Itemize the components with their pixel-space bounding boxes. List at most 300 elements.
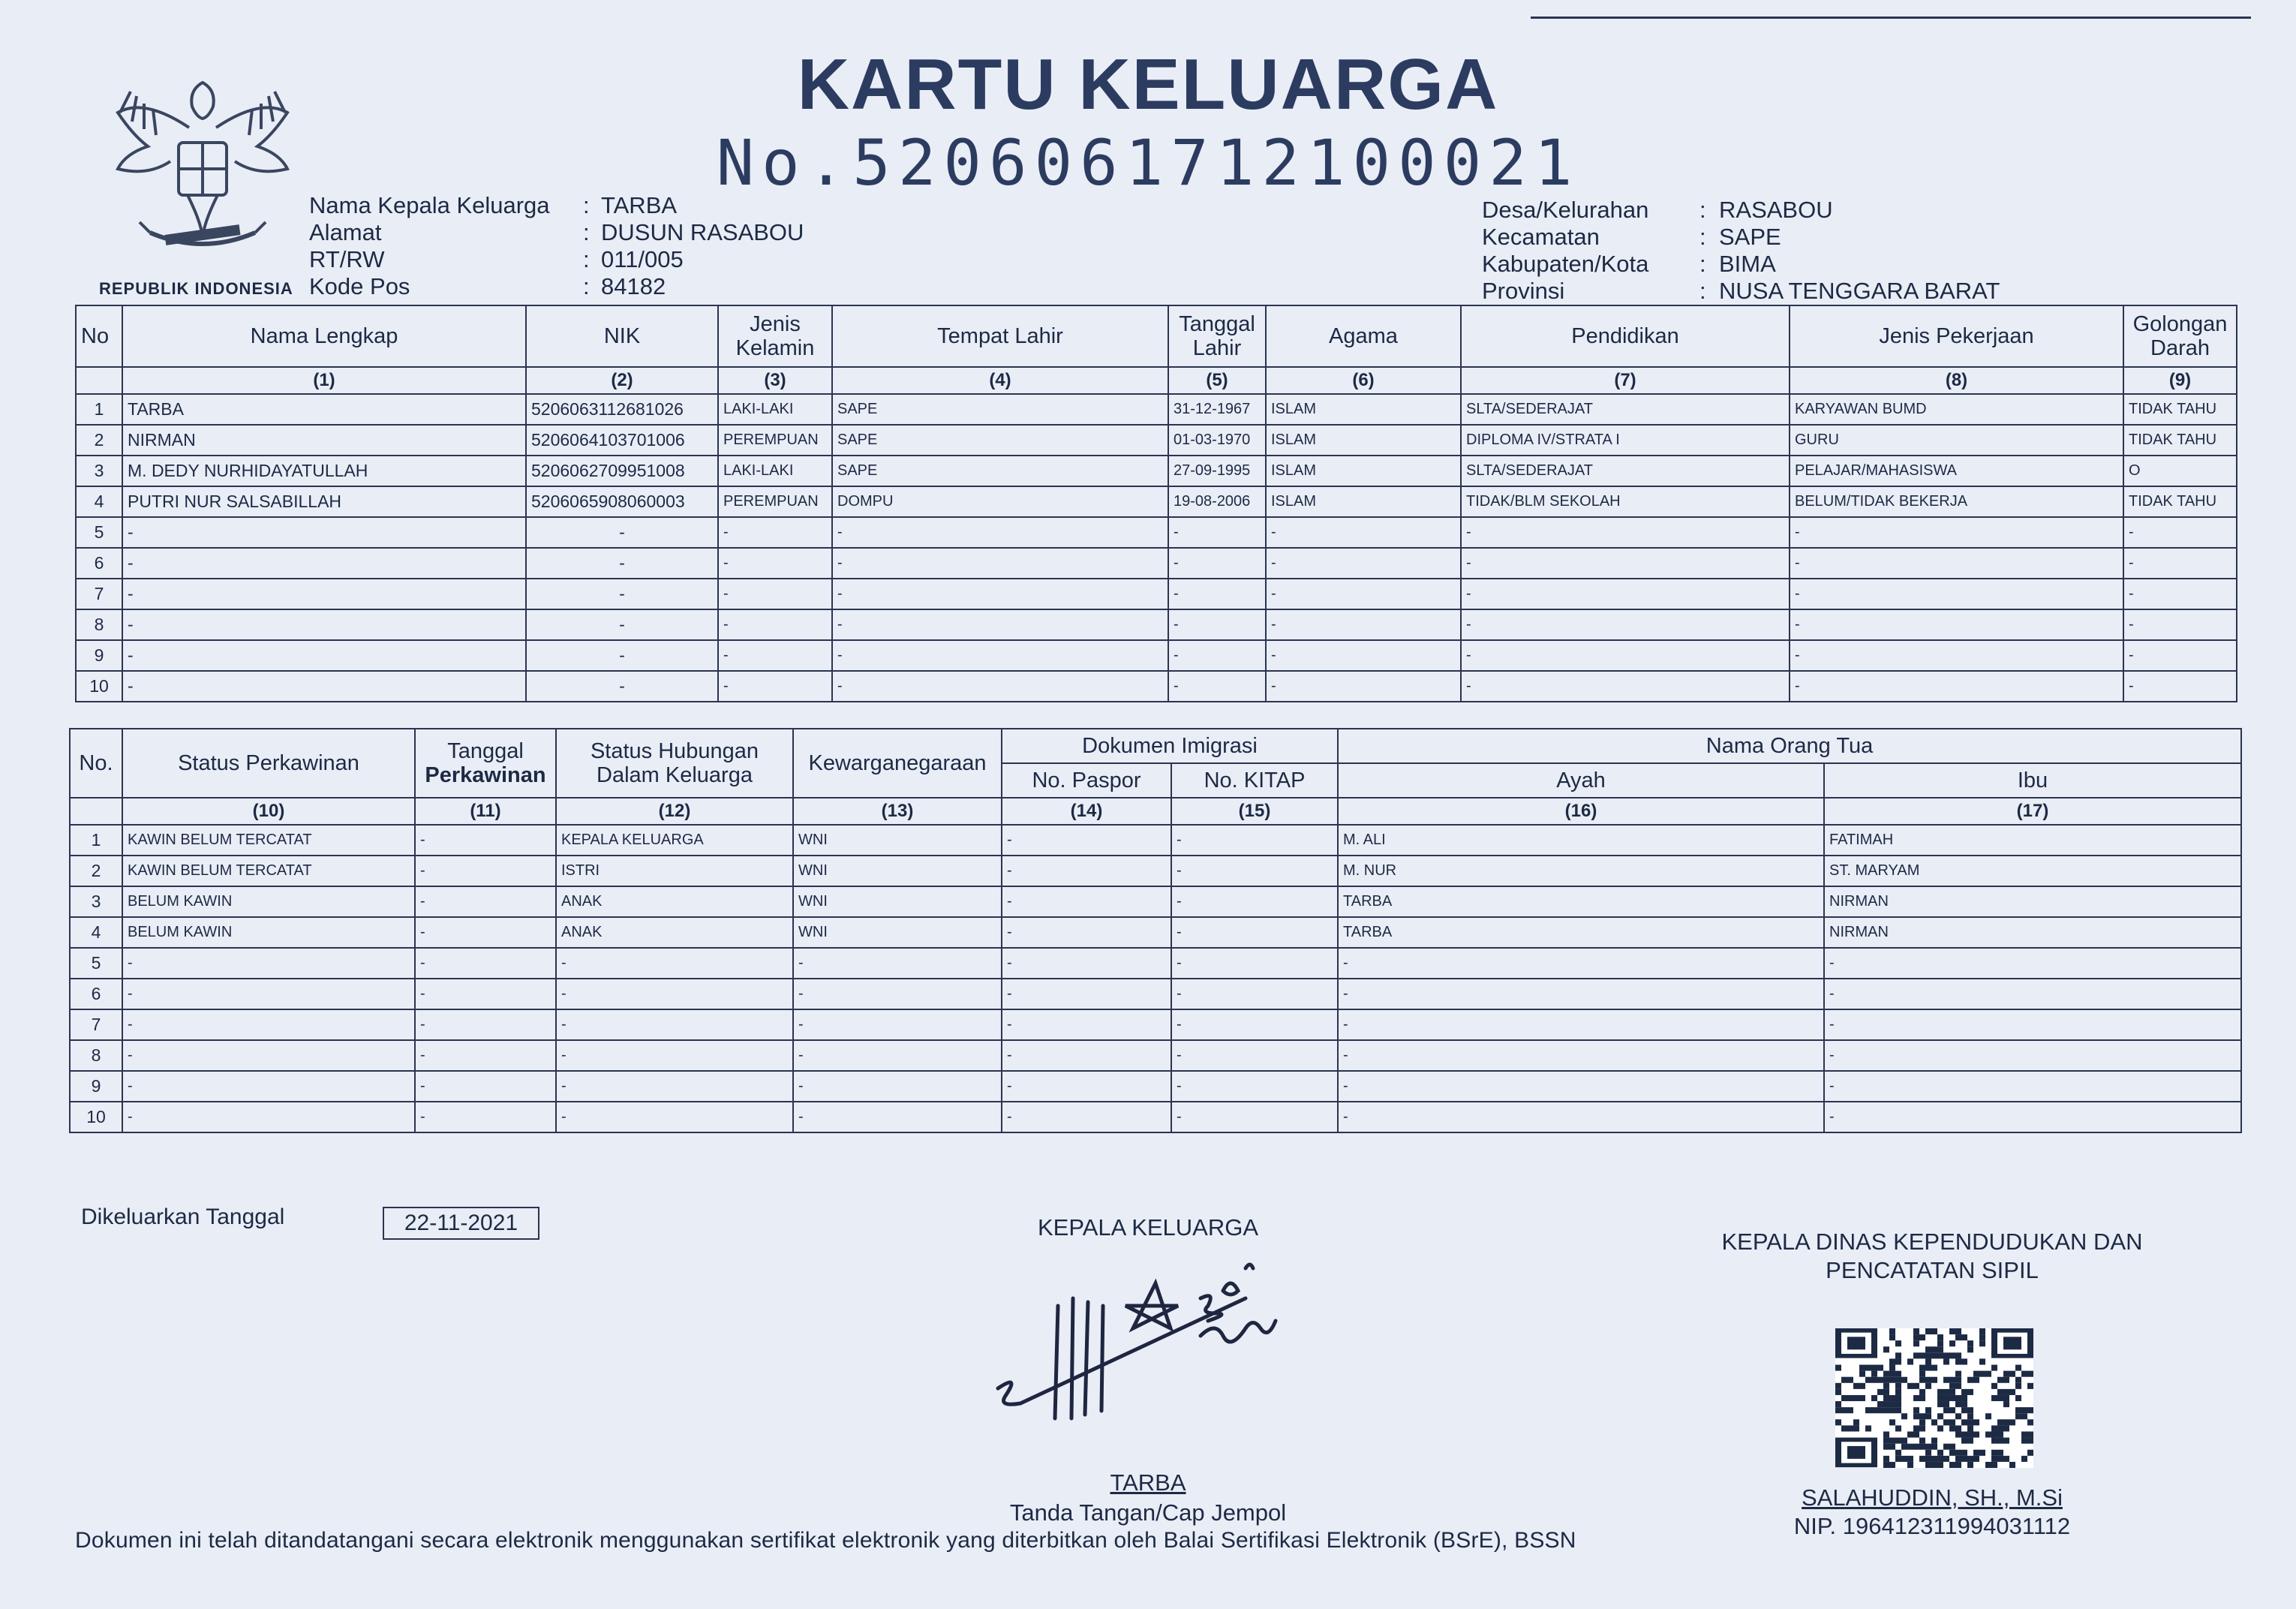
table-cell: - bbox=[122, 1102, 415, 1132]
table1-col-number: (8) bbox=[1790, 367, 2123, 394]
table-cell: 8 bbox=[70, 1040, 122, 1071]
issued-date-value: 22-11-2021 bbox=[383, 1207, 539, 1240]
table-row bbox=[76, 486, 2237, 517]
table-cell: - bbox=[1002, 1009, 1171, 1040]
info-separator: : bbox=[583, 219, 590, 245]
signature-icon bbox=[983, 1246, 1313, 1441]
table-cell: - bbox=[793, 1040, 1002, 1071]
table1-header: Nama Lengkap bbox=[122, 305, 526, 367]
table-cell: - bbox=[2123, 640, 2237, 671]
table-cell: - bbox=[1338, 979, 1824, 1009]
table1-col-number: (1) bbox=[122, 367, 526, 394]
table-cell: - bbox=[1790, 517, 2123, 548]
document-title: KARTU KELUARGA bbox=[797, 44, 1499, 125]
table-row bbox=[70, 979, 2241, 1009]
family-info-left bbox=[309, 192, 804, 300]
info-label: Nama Kepala Keluarga bbox=[309, 192, 550, 218]
table-cell: - bbox=[122, 671, 526, 702]
table-cell: - bbox=[556, 1102, 793, 1132]
table-cell: - bbox=[1338, 1071, 1824, 1102]
col-tanggal-perkawinan: Tanggal Perkawinan bbox=[415, 729, 556, 798]
table-cell: - bbox=[793, 1071, 1002, 1102]
table-cell: - bbox=[526, 579, 718, 609]
table-row bbox=[70, 856, 2241, 886]
info-label: Desa/Kelurahan bbox=[1482, 197, 1649, 223]
table-cell: - bbox=[122, 1009, 415, 1040]
table-cell: PEREMPUAN bbox=[718, 486, 832, 517]
table-cell: WNI bbox=[793, 825, 1002, 856]
table-cell: - bbox=[1171, 1071, 1338, 1102]
table-cell: - bbox=[1002, 825, 1171, 856]
country-label: REPUBLIK INDONESIA bbox=[99, 279, 293, 298]
table-cell: M. DEDY NURHIDAYATULLAH bbox=[122, 456, 526, 486]
table-cell: - bbox=[1002, 948, 1171, 979]
info-label: RT/RW bbox=[309, 246, 385, 272]
table1-header: Agama bbox=[1266, 305, 1461, 367]
table-cell: - bbox=[1461, 671, 1790, 702]
table-cell: 2 bbox=[70, 856, 122, 886]
table-cell: TARBA bbox=[122, 394, 526, 425]
table-cell: O bbox=[2123, 456, 2237, 486]
table-cell: - bbox=[122, 609, 526, 640]
table-cell: KARYAWAN BUMD bbox=[1790, 394, 2123, 425]
table-cell: - bbox=[1266, 640, 1461, 671]
table-cell: - bbox=[1171, 917, 1338, 948]
info-row bbox=[309, 246, 804, 273]
table-cell: - bbox=[122, 948, 415, 979]
table-row bbox=[76, 671, 2237, 702]
info-separator: : bbox=[1699, 197, 1706, 223]
table1-col-number: (4) bbox=[832, 367, 1168, 394]
table-cell: - bbox=[1266, 671, 1461, 702]
col-status-hubungan: Status Hubungan Dalam Keluarga bbox=[556, 729, 793, 798]
family-info-right bbox=[1482, 197, 2000, 305]
table-cell: DIPLOMA IV/STRATA I bbox=[1461, 425, 1790, 456]
col-ibu: Ibu bbox=[1824, 763, 2241, 798]
table-cell: ISLAM bbox=[1266, 486, 1461, 517]
info-value: NUSA TENGGARA BARAT bbox=[1719, 278, 2000, 304]
table-cell: - bbox=[526, 609, 718, 640]
table-cell: 19-08-2006 bbox=[1168, 486, 1266, 517]
table2-col-number: (16) bbox=[1338, 798, 1824, 825]
table-cell: - bbox=[122, 548, 526, 579]
table-cell: ANAK bbox=[556, 917, 793, 948]
table-cell: 6 bbox=[70, 979, 122, 1009]
table-cell: - bbox=[415, 1040, 556, 1071]
table-cell: - bbox=[832, 517, 1168, 548]
table2-col-number: (15) bbox=[1171, 798, 1338, 825]
table-cell: - bbox=[1002, 979, 1171, 1009]
info-row bbox=[1482, 197, 2000, 224]
table-cell: - bbox=[1338, 948, 1824, 979]
info-value: 011/005 bbox=[601, 246, 684, 272]
table-cell: - bbox=[556, 1009, 793, 1040]
table-cell: - bbox=[793, 1102, 1002, 1132]
table-cell: - bbox=[415, 1071, 556, 1102]
table-cell: - bbox=[718, 671, 832, 702]
col-no: No. bbox=[70, 729, 122, 798]
table-cell: TARBA bbox=[1338, 886, 1824, 917]
table-cell: ANAK bbox=[556, 886, 793, 917]
table-cell: M. ALI bbox=[1338, 825, 1824, 856]
table-cell: - bbox=[1790, 640, 2123, 671]
table-cell: TARBA bbox=[1338, 917, 1824, 948]
table-cell: - bbox=[122, 579, 526, 609]
table-cell: M. NUR bbox=[1338, 856, 1824, 886]
table-cell: - bbox=[793, 979, 1002, 1009]
table-cell: LAKI-LAKI bbox=[718, 456, 832, 486]
table-cell: 27-09-1995 bbox=[1168, 456, 1266, 486]
table1-header: Tanggal Lahir bbox=[1168, 305, 1266, 367]
info-row bbox=[1482, 251, 2000, 278]
info-value: DUSUN RASABOU bbox=[601, 219, 804, 245]
table-cell: - bbox=[122, 1071, 415, 1102]
table1-header: Pendidikan bbox=[1461, 305, 1790, 367]
col-no-paspor: No. Paspor bbox=[1002, 763, 1171, 798]
table-cell: - bbox=[415, 1102, 556, 1132]
table-cell: 5206063112681026 bbox=[526, 394, 718, 425]
table-cell: - bbox=[1002, 886, 1171, 917]
table-cell: 5206062709951008 bbox=[526, 456, 718, 486]
table-cell: WNI bbox=[793, 886, 1002, 917]
head-of-family-title: KEPALA KELUARGA bbox=[1037, 1214, 1259, 1241]
table-cell: - bbox=[1171, 825, 1338, 856]
table-cell: - bbox=[2123, 609, 2237, 640]
table1-header: Jenis Kelamin bbox=[718, 305, 832, 367]
info-separator: : bbox=[583, 273, 590, 299]
table-cell: 9 bbox=[76, 640, 122, 671]
family-members-table bbox=[75, 305, 2237, 702]
table-cell: 9 bbox=[70, 1071, 122, 1102]
table-cell: WNI bbox=[793, 856, 1002, 886]
official-nip: NIP. 196412311994031112 bbox=[1793, 1513, 2071, 1539]
table-cell: PELAJAR/MAHASISWA bbox=[1790, 456, 2123, 486]
issued-date-label: Dikeluarkan Tanggal bbox=[81, 1204, 285, 1229]
table-row bbox=[70, 825, 2241, 856]
table-cell: - bbox=[1790, 548, 2123, 579]
table-cell: - bbox=[1168, 640, 1266, 671]
table-cell: - bbox=[1171, 948, 1338, 979]
table-cell: 10 bbox=[70, 1102, 122, 1132]
table-row bbox=[70, 1009, 2241, 1040]
table-cell: - bbox=[415, 1009, 556, 1040]
document-number: No.5206061712100021 bbox=[716, 126, 1580, 200]
table2-col-number: (13) bbox=[793, 798, 1002, 825]
table-cell: - bbox=[1790, 609, 2123, 640]
table2-col-number: (17) bbox=[1824, 798, 2241, 825]
table-cell: 4 bbox=[70, 917, 122, 948]
table-cell: 7 bbox=[76, 579, 122, 609]
table-row bbox=[76, 517, 2237, 548]
table-cell: - bbox=[122, 517, 526, 548]
col-status-perkawinan: Status Perkawinan bbox=[122, 729, 415, 798]
table-cell: - bbox=[832, 640, 1168, 671]
info-row bbox=[1482, 278, 2000, 305]
table1-col-number: (2) bbox=[526, 367, 718, 394]
info-label: Provinsi bbox=[1482, 278, 1565, 304]
table-cell: - bbox=[1338, 1040, 1824, 1071]
table-cell: - bbox=[1002, 1040, 1171, 1071]
table-row bbox=[76, 456, 2237, 486]
head-of-family-name: TARBA bbox=[1110, 1469, 1186, 1496]
table-cell: - bbox=[526, 517, 718, 548]
info-label: Kecamatan bbox=[1482, 224, 1600, 250]
table-cell: - bbox=[1168, 548, 1266, 579]
table-cell: - bbox=[1824, 948, 2241, 979]
table-cell: - bbox=[718, 640, 832, 671]
table-cell: - bbox=[1790, 579, 2123, 609]
table-cell: - bbox=[1338, 1102, 1824, 1132]
table-cell: - bbox=[832, 609, 1168, 640]
table-cell: TIDAK TAHU bbox=[2123, 425, 2237, 456]
table-cell: 5206064103701006 bbox=[526, 425, 718, 456]
table-cell: SAPE bbox=[832, 425, 1168, 456]
col-dokumen-imigrasi: Dokumen Imigrasi bbox=[1002, 729, 1338, 763]
table-cell: - bbox=[1002, 1102, 1171, 1132]
table1-col-number bbox=[76, 367, 122, 394]
table-cell: - bbox=[415, 979, 556, 1009]
table-cell: ISTRI bbox=[556, 856, 793, 886]
table-cell: - bbox=[832, 548, 1168, 579]
table-cell: - bbox=[1168, 517, 1266, 548]
table-cell: - bbox=[1168, 671, 1266, 702]
table-cell: 7 bbox=[70, 1009, 122, 1040]
table-cell: - bbox=[1790, 671, 2123, 702]
table-cell: GURU bbox=[1790, 425, 2123, 456]
official-name: SALAHUDDIN, SH., M.Si bbox=[1802, 1484, 2063, 1511]
table-cell: NIRMAN bbox=[1824, 917, 2241, 948]
info-row bbox=[309, 273, 804, 300]
signature-caption: Tanda Tangan/Cap Jempol bbox=[1009, 1499, 1287, 1526]
table-cell: SAPE bbox=[832, 456, 1168, 486]
info-value: BIMA bbox=[1719, 251, 1776, 277]
top-rule bbox=[1531, 17, 2251, 19]
table-cell: - bbox=[415, 948, 556, 979]
col-no-kitap: No. KITAP bbox=[1171, 763, 1338, 798]
table-cell: - bbox=[1461, 609, 1790, 640]
table1-header: Jenis Pekerjaan bbox=[1790, 305, 2123, 367]
table-cell: - bbox=[793, 1009, 1002, 1040]
table-cell: - bbox=[1461, 640, 1790, 671]
table-cell: - bbox=[1168, 609, 1266, 640]
table-cell: - bbox=[1002, 856, 1171, 886]
table-cell: - bbox=[793, 948, 1002, 979]
table-cell: - bbox=[122, 640, 526, 671]
table-cell: - bbox=[556, 1071, 793, 1102]
table-row bbox=[70, 1040, 2241, 1071]
table-cell: - bbox=[1824, 1071, 2241, 1102]
table-cell: ISLAM bbox=[1266, 425, 1461, 456]
table-cell: PEREMPUAN bbox=[718, 425, 832, 456]
table-cell: DOMPU bbox=[832, 486, 1168, 517]
footer-note: Dokumen ini telah ditandatangani secara elektronik menggunakan sertifikat elektronik yang diterbitkan oleh Balai Sertifikasi Elektronik (BSrE), BSSN bbox=[75, 1528, 1576, 1553]
table-row bbox=[76, 640, 2237, 671]
table-cell: KAWIN BELUM TERCATAT bbox=[122, 856, 415, 886]
table-row bbox=[76, 548, 2237, 579]
table-cell: FATIMAH bbox=[1824, 825, 2241, 856]
table1-col-number: (7) bbox=[1461, 367, 1790, 394]
info-row bbox=[309, 219, 804, 246]
info-label: Alamat bbox=[309, 219, 382, 245]
table-cell: 3 bbox=[76, 456, 122, 486]
table-cell: - bbox=[526, 671, 718, 702]
col-kewarganegaraan: Kewarganegaraan bbox=[793, 729, 1002, 798]
table-cell: - bbox=[1171, 856, 1338, 886]
table-cell: - bbox=[1266, 579, 1461, 609]
table-row bbox=[76, 394, 2237, 425]
info-separator: : bbox=[1699, 278, 1706, 304]
table-cell: - bbox=[556, 1040, 793, 1071]
info-value: SAPE bbox=[1719, 224, 1781, 250]
family-status-table bbox=[69, 728, 2242, 1133]
table-row bbox=[70, 1071, 2241, 1102]
info-row bbox=[1482, 224, 2000, 251]
table-cell: - bbox=[556, 979, 793, 1009]
table-row bbox=[76, 609, 2237, 640]
official-title: KEPALA DINAS KEPENDUDUKAN DAN PENCATATAN SIPIL bbox=[1721, 1229, 2143, 1283]
table2-col-number: (12) bbox=[556, 798, 793, 825]
table-cell: - bbox=[1824, 1040, 2241, 1071]
table-cell: 8 bbox=[76, 609, 122, 640]
table-cell: - bbox=[2123, 671, 2237, 702]
table-cell: ISLAM bbox=[1266, 394, 1461, 425]
table-cell: KAWIN BELUM TERCATAT bbox=[122, 825, 415, 856]
table-cell: - bbox=[2123, 548, 2237, 579]
table-cell: KEPALA KELUARGA bbox=[556, 825, 793, 856]
table-cell: TIDAK TAHU bbox=[2123, 486, 2237, 517]
table-cell: BELUM/TIDAK BEKERJA bbox=[1790, 486, 2123, 517]
info-separator: : bbox=[583, 192, 590, 218]
table-row bbox=[76, 425, 2237, 456]
table-row bbox=[70, 948, 2241, 979]
table-cell: - bbox=[1171, 1040, 1338, 1071]
table-cell: LAKI-LAKI bbox=[718, 394, 832, 425]
info-separator: : bbox=[583, 246, 590, 272]
col-nama-orang-tua: Nama Orang Tua bbox=[1338, 729, 2241, 763]
table-cell: - bbox=[1266, 517, 1461, 548]
table-cell: - bbox=[2123, 517, 2237, 548]
table-cell: SAPE bbox=[832, 394, 1168, 425]
table-cell: - bbox=[1171, 1102, 1338, 1132]
table-cell: - bbox=[1824, 979, 2241, 1009]
table-cell: - bbox=[1266, 548, 1461, 579]
info-value: TARBA bbox=[601, 192, 678, 218]
table-cell: NIRMAN bbox=[1824, 886, 2241, 917]
table2-col-number: (14) bbox=[1002, 798, 1171, 825]
info-value: 84182 bbox=[601, 273, 666, 299]
table-cell: - bbox=[415, 856, 556, 886]
table-cell: NIRMAN bbox=[122, 425, 526, 456]
table-cell: - bbox=[718, 548, 832, 579]
table-cell: 6 bbox=[76, 548, 122, 579]
table-cell: 1 bbox=[70, 825, 122, 856]
qr-code-icon bbox=[1835, 1328, 2033, 1468]
table-cell: - bbox=[526, 548, 718, 579]
table-cell: - bbox=[1461, 517, 1790, 548]
table-cell: - bbox=[718, 609, 832, 640]
table-row bbox=[70, 886, 2241, 917]
table2-col-number: (10) bbox=[122, 798, 415, 825]
table1-col-number: (6) bbox=[1266, 367, 1461, 394]
table-cell: - bbox=[1824, 1102, 2241, 1132]
table1-header: NIK bbox=[526, 305, 718, 367]
table-cell: TIDAK TAHU bbox=[2123, 394, 2237, 425]
table-cell: - bbox=[1824, 1009, 2241, 1040]
col-ayah: Ayah bbox=[1338, 763, 1824, 798]
table1-col-number: (5) bbox=[1168, 367, 1266, 394]
info-label: Kode Pos bbox=[309, 273, 410, 299]
table1-col-number: (3) bbox=[718, 367, 832, 394]
table2-col-number: (11) bbox=[415, 798, 556, 825]
table-cell: - bbox=[1171, 886, 1338, 917]
table-cell: - bbox=[415, 886, 556, 917]
table-cell: SLTA/SEDERAJAT bbox=[1461, 394, 1790, 425]
table-cell: - bbox=[1171, 979, 1338, 1009]
table-cell: 5206065908060003 bbox=[526, 486, 718, 517]
table2-col-number bbox=[70, 798, 122, 825]
table1-col-number: (9) bbox=[2123, 367, 2237, 394]
table-cell: BELUM KAWIN bbox=[122, 917, 415, 948]
table-cell: - bbox=[832, 671, 1168, 702]
table-cell: 31-12-1967 bbox=[1168, 394, 1266, 425]
table-row bbox=[76, 579, 2237, 609]
table-cell: - bbox=[415, 917, 556, 948]
table-cell: - bbox=[1461, 579, 1790, 609]
info-separator: : bbox=[1699, 224, 1706, 250]
table-cell: - bbox=[1171, 1009, 1338, 1040]
table-cell: BELUM KAWIN bbox=[122, 886, 415, 917]
table-cell: - bbox=[1266, 609, 1461, 640]
table-cell: - bbox=[2123, 579, 2237, 609]
table-cell: - bbox=[1002, 917, 1171, 948]
table-cell: - bbox=[526, 640, 718, 671]
table-cell: - bbox=[1461, 548, 1790, 579]
table-row bbox=[70, 1102, 2241, 1132]
table-cell: ISLAM bbox=[1266, 456, 1461, 486]
info-separator: : bbox=[1699, 251, 1706, 277]
table-cell: SLTA/SEDERAJAT bbox=[1461, 456, 1790, 486]
table-cell: PUTRI NUR SALSABILLAH bbox=[122, 486, 526, 517]
table-row bbox=[70, 917, 2241, 948]
table-cell: 5 bbox=[76, 517, 122, 548]
table-cell: - bbox=[718, 517, 832, 548]
table-cell: - bbox=[1002, 1071, 1171, 1102]
table-cell: - bbox=[122, 979, 415, 1009]
table-cell: - bbox=[122, 1040, 415, 1071]
table1-header: Tempat Lahir bbox=[832, 305, 1168, 367]
info-row bbox=[309, 192, 804, 219]
table-cell: TIDAK/BLM SEKOLAH bbox=[1461, 486, 1790, 517]
table1-header: Golongan Darah bbox=[2123, 305, 2237, 367]
table-cell: - bbox=[718, 579, 832, 609]
table-cell: - bbox=[832, 579, 1168, 609]
table-cell: 01-03-1970 bbox=[1168, 425, 1266, 456]
table-cell: 5 bbox=[70, 948, 122, 979]
table-cell: 3 bbox=[70, 886, 122, 917]
table-cell: ST. MARYAM bbox=[1824, 856, 2241, 886]
table-cell: 2 bbox=[76, 425, 122, 456]
info-value: RASABOU bbox=[1719, 197, 1833, 223]
info-label: Kabupaten/Kota bbox=[1482, 251, 1649, 277]
table-cell: - bbox=[1338, 1009, 1824, 1040]
table-cell: 10 bbox=[76, 671, 122, 702]
table-cell: - bbox=[556, 948, 793, 979]
table-cell: 1 bbox=[76, 394, 122, 425]
table-cell: - bbox=[1168, 579, 1266, 609]
table-cell: WNI bbox=[793, 917, 1002, 948]
table-cell: 4 bbox=[76, 486, 122, 517]
table-cell: - bbox=[415, 825, 556, 856]
